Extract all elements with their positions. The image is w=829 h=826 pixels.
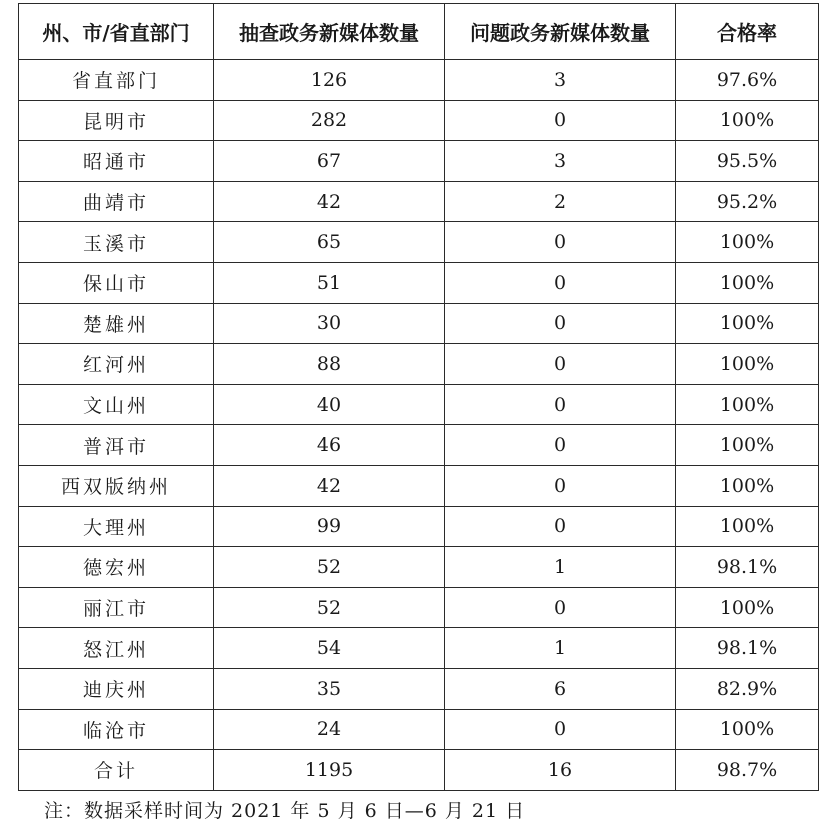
cell-checked-count: 42 — [214, 181, 445, 222]
cell-pass-rate: 100% — [676, 506, 819, 547]
cell-pass-rate: 100% — [676, 222, 819, 263]
cell-pass-rate: 95.2% — [676, 181, 819, 222]
cell-checked-count: 30 — [214, 303, 445, 344]
inspection-table — [18, 3, 819, 791]
table-row — [19, 222, 819, 263]
cell-pass-rate: 100% — [676, 465, 819, 506]
cell-problem-count: 0 — [445, 465, 676, 506]
cell-region: 丽江市 — [19, 587, 214, 628]
cell-region: 红河州 — [19, 344, 214, 385]
cell-pass-rate: 100% — [676, 384, 819, 425]
cell-pass-rate: 100% — [676, 100, 819, 141]
cell-pass-rate: 98.1% — [676, 547, 819, 588]
cell-region: 玉溪市 — [19, 222, 214, 263]
cell-checked-count: 65 — [214, 222, 445, 263]
cell-problem-count: 1 — [445, 547, 676, 588]
table-row — [19, 465, 819, 506]
cell-region: 文山州 — [19, 384, 214, 425]
cell-problem-count: 0 — [445, 100, 676, 141]
cell-pass-rate: 95.5% — [676, 141, 819, 182]
cell-total-problem-count: 16 — [445, 750, 676, 791]
data-table-container — [18, 3, 818, 791]
cell-pass-rate: 98.1% — [676, 628, 819, 669]
table-row — [19, 587, 819, 628]
cell-problem-count: 2 — [445, 181, 676, 222]
table-row — [19, 60, 819, 101]
cell-region: 曲靖市 — [19, 181, 214, 222]
cell-region: 德宏州 — [19, 547, 214, 588]
cell-region: 楚雄州 — [19, 303, 214, 344]
cell-checked-count: 126 — [214, 60, 445, 101]
cell-pass-rate: 100% — [676, 303, 819, 344]
cell-problem-count: 0 — [445, 506, 676, 547]
table-row — [19, 303, 819, 344]
table-row — [19, 709, 819, 750]
table-total-row — [19, 750, 819, 791]
cell-checked-count: 88 — [214, 344, 445, 385]
table-row — [19, 100, 819, 141]
cell-problem-count: 0 — [445, 262, 676, 303]
cell-pass-rate: 100% — [676, 344, 819, 385]
cell-checked-count: 99 — [214, 506, 445, 547]
cell-region: 西双版纳州 — [19, 465, 214, 506]
cell-region: 昭通市 — [19, 141, 214, 182]
cell-problem-count: 1 — [445, 628, 676, 669]
cell-checked-count: 46 — [214, 425, 445, 466]
cell-pass-rate: 100% — [676, 709, 819, 750]
cell-checked-count: 52 — [214, 587, 445, 628]
cell-pass-rate: 82.9% — [676, 668, 819, 709]
cell-problem-count: 0 — [445, 344, 676, 385]
table-row — [19, 506, 819, 547]
cell-checked-count: 51 — [214, 262, 445, 303]
cell-region: 保山市 — [19, 262, 214, 303]
header-problem-count: 问题政务新媒体数量 — [445, 4, 676, 60]
cell-pass-rate: 100% — [676, 425, 819, 466]
cell-region: 普洱市 — [19, 425, 214, 466]
table-row — [19, 384, 819, 425]
table-row — [19, 141, 819, 182]
cell-problem-count: 0 — [445, 303, 676, 344]
cell-region: 昆明市 — [19, 100, 214, 141]
cell-problem-count: 0 — [445, 425, 676, 466]
cell-pass-rate: 97.6% — [676, 60, 819, 101]
cell-problem-count: 0 — [445, 222, 676, 263]
cell-region: 省直部门 — [19, 60, 214, 101]
cell-checked-count: 67 — [214, 141, 445, 182]
cell-pass-rate: 100% — [676, 262, 819, 303]
cell-problem-count: 0 — [445, 384, 676, 425]
cell-total-label: 合计 — [19, 750, 214, 791]
cell-checked-count: 35 — [214, 668, 445, 709]
cell-total-checked-count: 1195 — [214, 750, 445, 791]
cell-problem-count: 3 — [445, 60, 676, 101]
table-row — [19, 181, 819, 222]
cell-region: 怒江州 — [19, 628, 214, 669]
cell-checked-count: 24 — [214, 709, 445, 750]
cell-region: 大理州 — [19, 506, 214, 547]
cell-problem-count: 0 — [445, 709, 676, 750]
table-row — [19, 628, 819, 669]
table-header-row — [19, 4, 819, 60]
cell-total-pass-rate: 98.7% — [676, 750, 819, 791]
cell-region: 迪庆州 — [19, 668, 214, 709]
table-row — [19, 262, 819, 303]
table-row — [19, 668, 819, 709]
cell-problem-count: 3 — [445, 141, 676, 182]
table-row — [19, 547, 819, 588]
footnote: 注：数据采样时间为 2021 年 5 月 6 日—6 月 21 日 — [44, 800, 526, 822]
cell-checked-count: 40 — [214, 384, 445, 425]
cell-checked-count: 52 — [214, 547, 445, 588]
cell-checked-count: 282 — [214, 100, 445, 141]
table-row — [19, 425, 819, 466]
cell-checked-count: 54 — [214, 628, 445, 669]
table-row — [19, 344, 819, 385]
header-region: 州、市/省直部门 — [19, 4, 214, 60]
header-pass-rate: 合格率 — [676, 4, 819, 60]
cell-checked-count: 42 — [214, 465, 445, 506]
cell-problem-count: 0 — [445, 587, 676, 628]
cell-problem-count: 6 — [445, 668, 676, 709]
cell-region: 临沧市 — [19, 709, 214, 750]
header-checked-count: 抽查政务新媒体数量 — [214, 4, 445, 60]
cell-pass-rate: 100% — [676, 587, 819, 628]
